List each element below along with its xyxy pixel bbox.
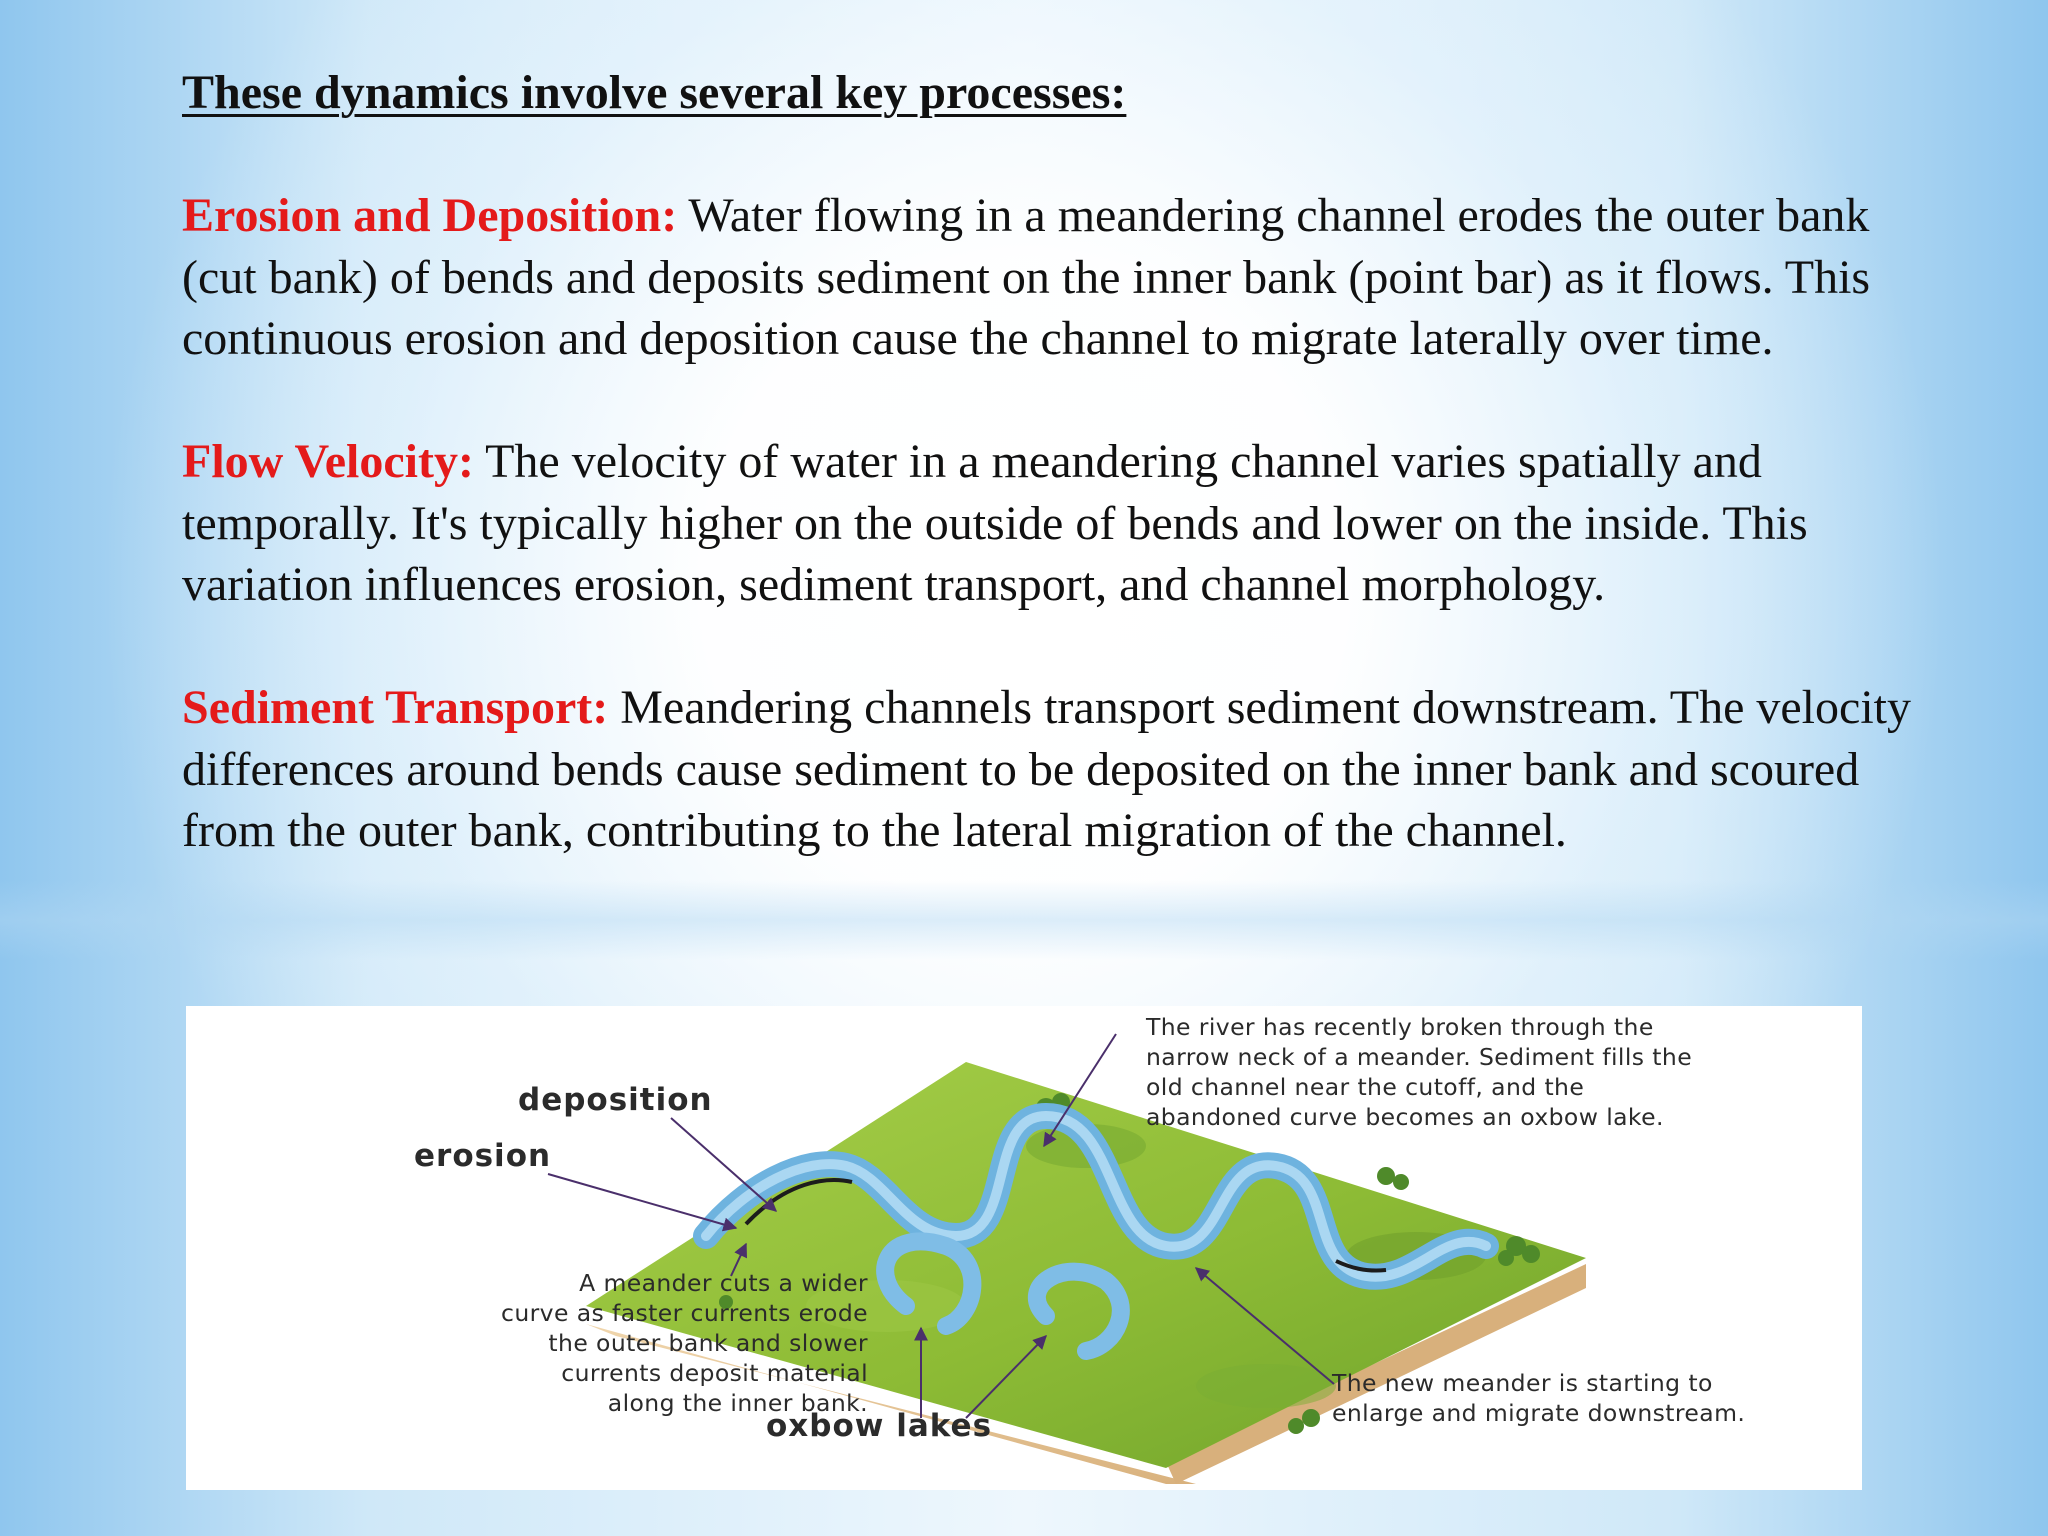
section-sediment-transport [182, 677, 1922, 862]
label-oxbow-lakes: oxbow lakes [766, 1408, 993, 1444]
label-erosion: erosion [414, 1138, 552, 1174]
background-band [0, 880, 2048, 960]
section-term: Flow Velocity: [182, 435, 474, 488]
section-body: Water flowing in a meandering channel erodes the outer bank (cut bank) of bends and deposits sediment on the inner bank (point bar) as it flows. This continuous erosion and deposition cause the channel to migrate laterally over time. [182, 189, 1871, 365]
caption-new-meander: The new meander is starting to enlarge and migrate downstream. [1332, 1369, 1746, 1427]
section-erosion-deposition [182, 185, 1922, 370]
section-term: Erosion and Deposition: [182, 189, 678, 242]
slide-heading: These dynamics involve several key processes: [182, 66, 1127, 119]
slide-text [182, 62, 1922, 862]
label-deposition: deposition [518, 1082, 713, 1118]
section-body: Meandering channels transport sediment downstream. The velocity differences around bends cause sediment to be deposited on the inner bank and scoured from the outer bank, contributing to the lateral migration of the channel. [182, 681, 1911, 857]
section-body: The velocity of water in a meandering channel varies spatially and temporally. It's typically higher on the outside of bends and lower on the inside. This variation influences erosion, sediment transport, and channel morphology. [182, 435, 1808, 611]
caption-meander: A meander cuts a wider curve as faster currents erode the outer bank and slower currents deposit material along the inner bank. [501, 1269, 868, 1417]
meander-diagram [186, 1006, 1862, 1490]
caption-cutoff: The river has recently broken through the narrow neck of a meander. Sediment fills the old channel near the cutoff, and the abandoned curve becomes an oxbow lake. [1146, 1013, 1693, 1131]
section-flow-velocity [182, 431, 1922, 616]
section-term: Sediment Transport: [182, 681, 609, 734]
